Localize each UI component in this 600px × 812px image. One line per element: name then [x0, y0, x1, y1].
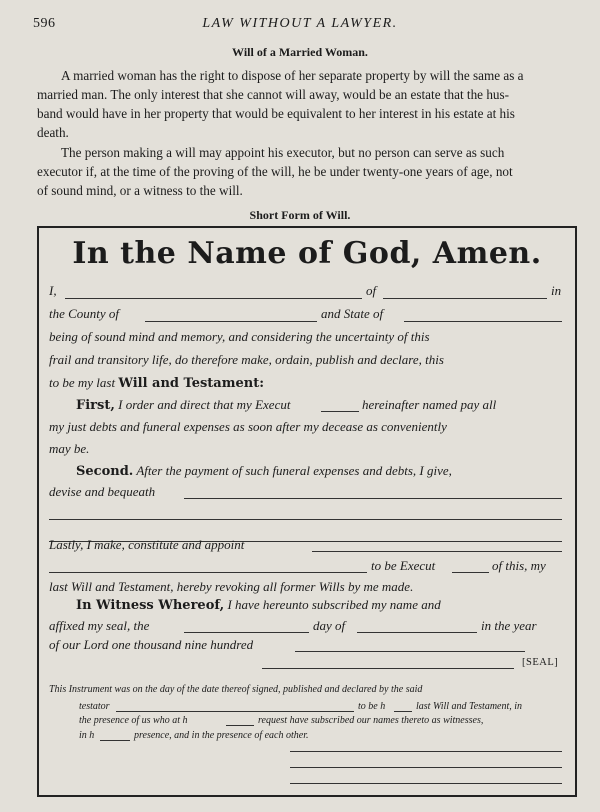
second-text: After the payment of such funeral expenses and debts, I give,	[136, 463, 452, 478]
second-lead: Second.	[76, 464, 134, 479]
last-will-label: last Will and Testament, in	[416, 701, 523, 712]
attest-pronoun-field[interactable]	[394, 711, 412, 712]
in-h-label: in h	[79, 730, 95, 741]
paragraph-line: married man. The only interest that she cannot will away, would be an estate that the hus-	[37, 87, 510, 102]
label-in: in	[551, 283, 562, 298]
running-title: LAW WITHOUT A LAWYER.	[202, 16, 398, 31]
attestation-line: This Instrument was on the day of the date thereof signed, published and declared by the said	[49, 684, 423, 695]
of-this-label: of this, my	[492, 558, 546, 573]
witness-signature-2[interactable]	[290, 767, 562, 768]
witness-line	[76, 597, 441, 613]
executor-suffix-field[interactable]	[321, 411, 359, 412]
seal-label: [SEAL]	[522, 657, 559, 668]
first-clause-line	[76, 397, 290, 413]
first-clause-line: my just debts and funeral expenses as soon after my decease as conveniently	[49, 419, 447, 434]
second-clause-line	[76, 463, 452, 479]
attest-pronoun-field-2[interactable]	[226, 725, 254, 726]
label-i: I,	[49, 283, 57, 298]
paragraph-line: A married woman has the right to dispose of her separate property by will the same as a	[61, 68, 524, 83]
preamble-line	[49, 375, 264, 391]
first-clause-line: may be.	[49, 441, 90, 456]
preamble-text: to be my last	[49, 375, 116, 390]
page-number: 596	[33, 16, 56, 31]
to-be-h-label: to be h	[358, 701, 386, 712]
short-form-heading: Short Form of Will.	[249, 208, 351, 222]
presence-end-label: presence, and in the presence of each other.	[134, 730, 309, 741]
preamble-line: being of sound mind and memory, and considering the uncertainty of this	[49, 329, 430, 344]
paragraph-line: death.	[37, 125, 69, 140]
label-county: the County of	[49, 306, 120, 321]
testator-name-field[interactable]	[65, 298, 362, 299]
day-of-label: day of	[313, 618, 346, 633]
lastly-label: Lastly, I make, constitute and appoint	[49, 537, 245, 552]
page-header	[0, 12, 600, 32]
first-text-rest: hereinafter named pay all	[362, 397, 497, 412]
first-lead: First,	[76, 398, 115, 413]
revoking-line: last Will and Testament, hereby revoking all former Wills by me made.	[49, 579, 414, 594]
paragraph-executor	[37, 143, 579, 200]
bequest-field-1[interactable]	[184, 498, 562, 499]
paragraph-line: The person making a will may appoint his executor, but no person can serve as such	[61, 145, 505, 160]
testator-label: testator	[79, 701, 110, 712]
signature-field[interactable]	[262, 668, 514, 669]
will-and-testament-heading: Will and Testament:	[118, 376, 265, 391]
state-field[interactable]	[404, 321, 562, 322]
presence-post-label: request have subscribed our names thereto as witnesses,	[258, 715, 484, 726]
executor-name-field[interactable]	[312, 551, 562, 552]
paragraph-line: of sound mind, or a witness to the will.	[37, 183, 243, 198]
witness-signature-1[interactable]	[290, 751, 562, 752]
label-of: of	[366, 283, 377, 298]
month-field[interactable]	[357, 632, 477, 633]
presence-pre-label: the presence of us who at h	[79, 715, 188, 726]
day-field[interactable]	[184, 632, 309, 633]
form-title: In the Name of God, Amen.	[72, 236, 542, 271]
in-the-year-label: in the year	[481, 618, 537, 633]
preamble-line: frail and transitory life, do therefore make, ordain, publish and declare, this	[49, 352, 444, 367]
residence-field[interactable]	[383, 298, 547, 299]
first-text: I order and direct that my Execut	[118, 397, 291, 412]
to-be-execut-label: to be Execut	[371, 558, 436, 573]
county-field[interactable]	[145, 321, 317, 322]
year-field[interactable]	[295, 651, 525, 652]
executor-name-field-2[interactable]	[49, 572, 367, 573]
bequest-field-2[interactable]	[49, 519, 562, 520]
paragraph-line: executor if, at the time of the proving of the will, he be under twenty-one years of age, not	[37, 164, 513, 179]
witness-signature-3[interactable]	[290, 783, 562, 784]
lord-line: of our Lord one thousand nine hundred	[49, 637, 254, 652]
paragraph-line: band would have in her property that would be equivalent to her interest in his estate at his	[37, 106, 515, 121]
label-state: and State of	[321, 306, 384, 321]
devise-label: devise and bequeath	[49, 484, 156, 499]
paragraph-married-woman	[37, 66, 579, 142]
attest-pronoun-field-3[interactable]	[100, 740, 130, 741]
witness-text: I have hereunto subscribed my name and	[227, 597, 441, 612]
witness-lead: In Witness Whereof,	[76, 598, 225, 613]
attest-testator-field[interactable]	[116, 711, 354, 712]
executor-suffix-field-2[interactable]	[452, 572, 489, 573]
affixed-label: affixed my seal, the	[49, 618, 150, 633]
section-heading: Will of a Married Woman.	[232, 45, 368, 59]
